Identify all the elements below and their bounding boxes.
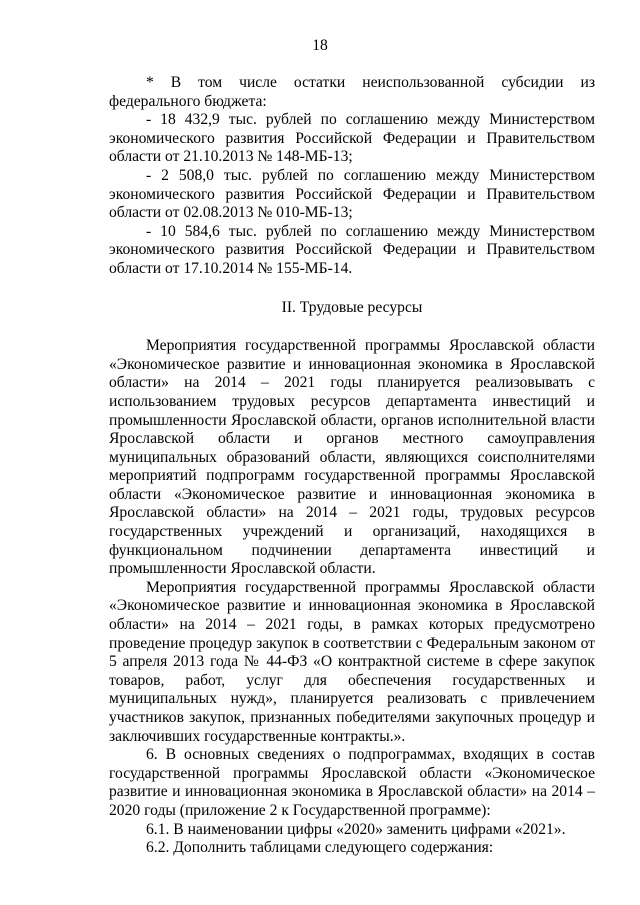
footnote-intro: * В том числе остатки неиспользованной субсидии из федерального бюджета: <box>109 74 595 110</box>
paragraph-item-6-1: 6.1. В наименовании цифры «2020» заменить цифрами «2021». <box>146 820 566 838</box>
section-heading: II. Трудовые ресурсы <box>281 298 423 316</box>
paragraph-procurement: Мероприятия государственной программы Ярославской области «Экономическое развитие и инновационная экономика в Ярославской области» на 2014 – 2021 годы, в рамках которых предусмотрено проведение процедур закупок в соответствии с Федеральным законом от 5 апреля 2013 года № 44-ФЗ «О контрактной системе в сфере закупок товаров, работ, услуг для обеспечения государственных и муниципальных нужд», планируется реализовать с привлечением участников закупок, признанных победителями закупочных процедур и заключивших государственные контракты.». <box>109 578 595 745</box>
paragraph-item-6-2: 6.2. Дополнить таблицами следующего содержания: <box>146 839 494 857</box>
page-number: 18 <box>312 37 328 54</box>
footnote-item: - 10 584,6 тыс. рублей по соглашению между Министерством экономического развития Российской Федерации и Правительством области от 17.10.2014 № 155-МБ-14. <box>109 222 595 277</box>
document-body <box>109 74 595 858</box>
paragraph-labor-resources: Мероприятия государственной программы Ярославской области «Экономическое развитие и инновационная экономика в Ярославской области» на 2014 – 2021 годы планируется реализовывать с использованием трудовых ресурсов департамента инвестиций и промышленности Ярославской области, органов исполнительной власти Ярославской области и органов местного самоуправления муниципальных образований области, являющихся соисполнителями мероприятий подпрограмм государственной программы Ярославской области «Экономическое развитие и инновационная экономика в Ярославской области» на 2014 – 2021 годы, трудовых ресурсов государственных учреждений и организаций, находящихся в функциональном подчинении департамента инвестиций и промышленности Ярославской области. <box>109 337 595 578</box>
footnote-item: - 2 508,0 тыс. рублей по соглашению между Министерством экономического развития Российской Федерации и Правительством области от 02.08.2013 № 010-МБ-13; <box>109 166 595 222</box>
footnote-item: - 18 432,9 тыс. рублей по соглашению между Министерством экономического развития Российской Федерации и Правительством области от 21.10.2013 № 148-МБ-13; <box>109 111 595 166</box>
paragraph-item-6: 6. В основных сведениях о подпрограммах, входящих в состав государственной программы Ярославской области «Экономическое развитие и инновационная экономика в Ярославской области» на 2014 – 2020 годы (приложение 2 к Государственной программе): <box>109 746 595 819</box>
